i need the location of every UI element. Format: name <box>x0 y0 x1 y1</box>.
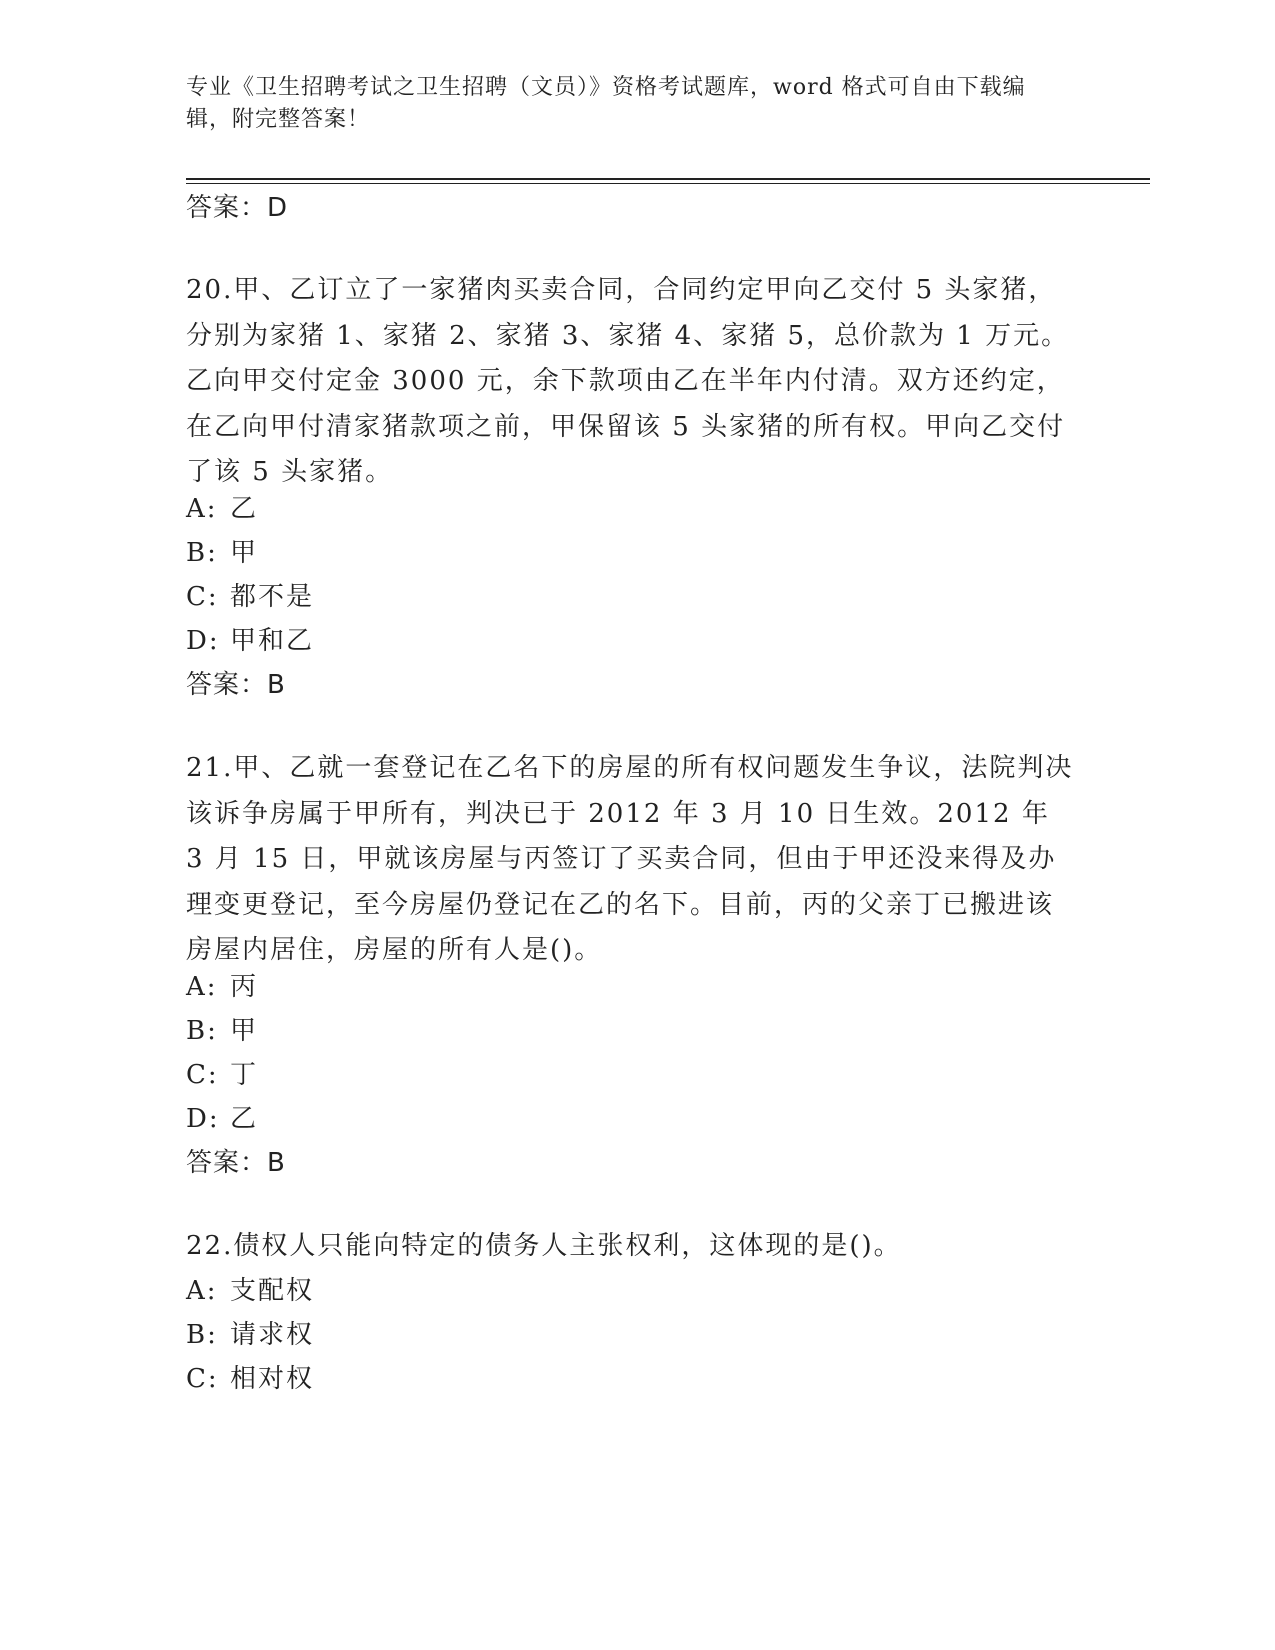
question-22-option-b <box>186 1320 314 1350</box>
option-text: 丙 <box>230 972 259 1002</box>
option-letter: B: <box>186 1320 218 1350</box>
option-text: 相对权 <box>230 1364 315 1394</box>
option-letter: A: <box>186 494 218 524</box>
question-21-stem: 21.甲、乙就一套登记在乙名下的房屋的所有权问题发生争议，法院判决该诉争房属于甲所有，判决已于 2012 年 3 月 10 日生效。2012 年 3 月 15 日，甲就该房屋与丙签订了买卖合同，但由于甲还没来得及办理变更登记，至今房屋仍登记在乙的名下。目前，丙的父亲丁已搬进该房屋内居住，房屋的所有人是()。 <box>186 753 1074 965</box>
question-22-option-c <box>186 1364 314 1394</box>
option-text: 甲 <box>230 1016 259 1046</box>
option-letter: D: <box>186 1104 220 1134</box>
option-letter: D: <box>186 626 220 656</box>
document-header: 专业《卫生招聘考试之卫生招聘（文员）》资格考试题库，word 格式可自由下载编辑，附完整答案！ <box>186 75 1026 132</box>
option-letter: C: <box>186 582 219 612</box>
option-text: 支配权 <box>230 1276 315 1306</box>
answer-19: 答案：D <box>186 193 289 223</box>
option-text: 乙 <box>230 494 259 524</box>
question-20-option-a <box>186 494 258 524</box>
option-text: 丁 <box>230 1060 259 1090</box>
question-20-stem: 20.甲、乙订立了一家猪肉买卖合同，合同约定甲向乙交付 5 头家猪，分别为家猪 1、家猪 2、家猪 3、家猪 4、家猪 5，总价款为 1 万元。乙向甲交付定金 3000 元，余下款项由乙在半年内付清。双方还约定，在乙向甲付清家猪款项之前，甲保留该 5 头家猪的所有权。甲向乙交付了该 5 头家猪。 <box>186 275 1070 487</box>
question-20-option-b <box>186 538 258 568</box>
question-21-option-d <box>186 1104 258 1134</box>
option-text: 甲 <box>230 538 259 568</box>
option-text: 甲和乙 <box>230 626 315 656</box>
option-letter: B: <box>186 538 218 568</box>
question-20-option-d <box>186 626 314 656</box>
option-letter: C: <box>186 1060 219 1090</box>
option-text: 请求权 <box>230 1320 315 1350</box>
option-text: 都不是 <box>230 582 315 612</box>
header-divider-thin <box>186 183 1150 184</box>
option-letter: A: <box>186 1276 218 1306</box>
answer-20: 答案：B <box>186 670 286 700</box>
question-22-option-a <box>186 1276 314 1306</box>
question-21-option-b <box>186 1016 258 1046</box>
option-text: 乙 <box>230 1104 259 1134</box>
answer-21: 答案：B <box>186 1148 286 1178</box>
option-letter: A: <box>186 972 218 1002</box>
question-21-option-a <box>186 972 258 1002</box>
option-letter: C: <box>186 1364 219 1394</box>
header-divider <box>186 178 1150 180</box>
question-20-option-c <box>186 582 314 612</box>
question-21-option-c <box>186 1060 258 1090</box>
option-letter: B: <box>186 1016 218 1046</box>
question-22-stem: 22.债权人只能向特定的债务人主张权利，这体现的是()。 <box>186 1231 902 1261</box>
